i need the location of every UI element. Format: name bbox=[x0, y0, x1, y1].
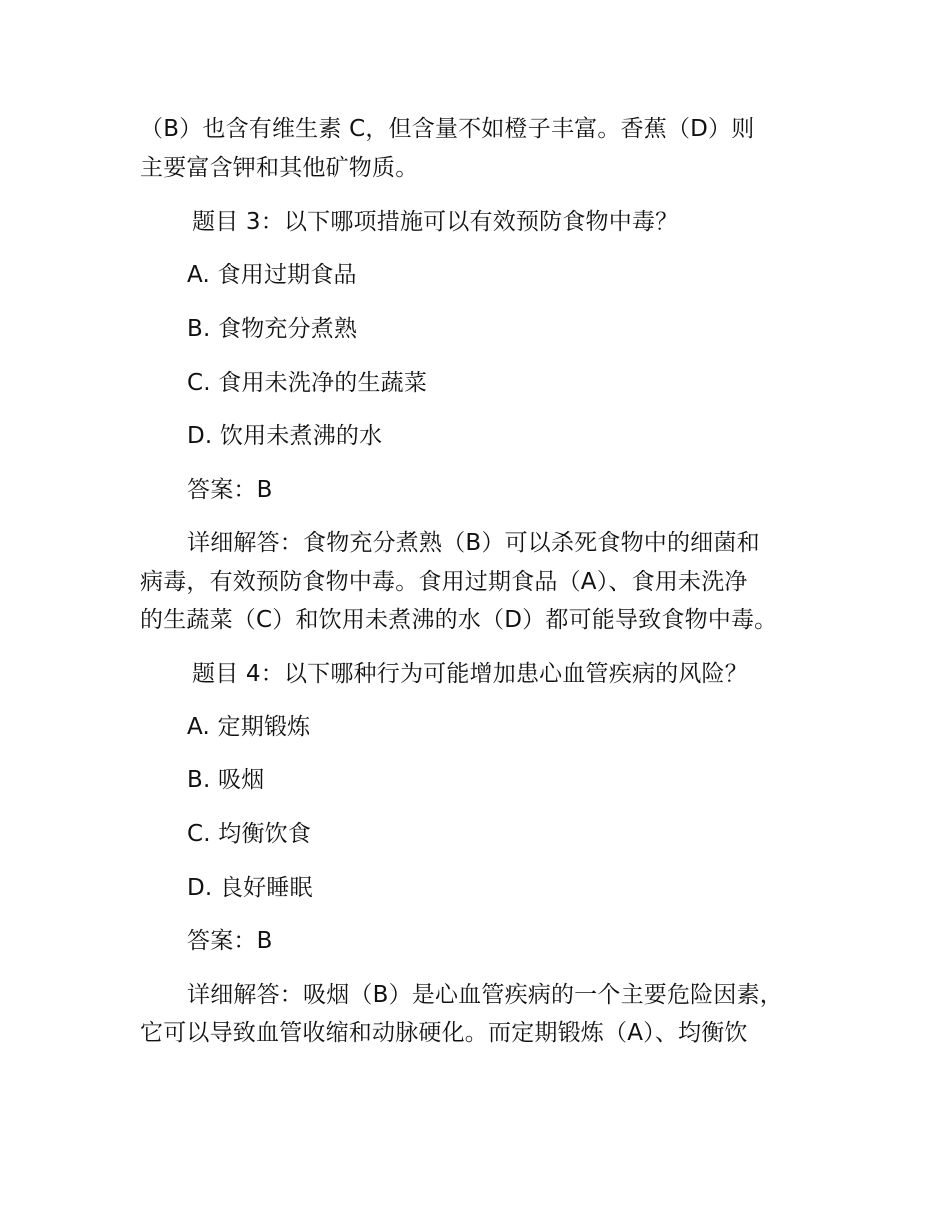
question-3-answer: 答案：B bbox=[187, 477, 273, 503]
question-4-option-a: A. 定期锻炼 bbox=[187, 714, 311, 740]
question-3-title: 题目 3：以下哪项措施可以有效预防食物中毒？ bbox=[192, 209, 679, 235]
question-4-title: 题目 4：以下哪种行为可能增加患心血管疾病的风险？ bbox=[192, 661, 748, 687]
question-3-explanation-line-2: 病毒，有效预防食物中毒。食用过期食品（A）、食用未洗净 bbox=[140, 569, 748, 595]
question-4-option-c: C. 均衡饮食 bbox=[187, 821, 312, 847]
question-3-explanation-line-3: 的生蔬菜（C）和饮用未煮沸的水（D）都可能导致食物中毒。 bbox=[140, 607, 778, 633]
question-3-explanation-line-1: 详细解答：食物充分煮熟（B）可以杀死食物中的细菌和 bbox=[187, 530, 760, 556]
intro-line-1: （B）也含有维生素 C，但含量不如橙子丰富。香蕉（D）则 bbox=[140, 116, 755, 142]
question-3-option-d: D. 饮用未煮沸的水 bbox=[187, 423, 383, 449]
question-4-option-d: D. 良好睡眠 bbox=[187, 875, 313, 901]
question-4-explanation-line-2: 它可以导致血管收缩和动脉硬化。而定期锻炼（A）、均衡饮 bbox=[140, 1020, 748, 1046]
question-4-answer: 答案：B bbox=[187, 928, 273, 954]
question-3-option-c: C. 食用未洗净的生蔬菜 bbox=[187, 370, 428, 396]
question-4-option-b: B. 吸烟 bbox=[187, 767, 265, 793]
question-3-option-b: B. 食物充分煮熟 bbox=[187, 316, 358, 342]
question-4-explanation-line-1: 详细解答：吸烟（B）是心血管疾病的一个主要危险因素， bbox=[187, 982, 783, 1008]
intro-line-2: 主要富含钾和其他矿物质。 bbox=[140, 155, 419, 181]
question-3-option-a: A. 食用过期食品 bbox=[187, 262, 357, 288]
